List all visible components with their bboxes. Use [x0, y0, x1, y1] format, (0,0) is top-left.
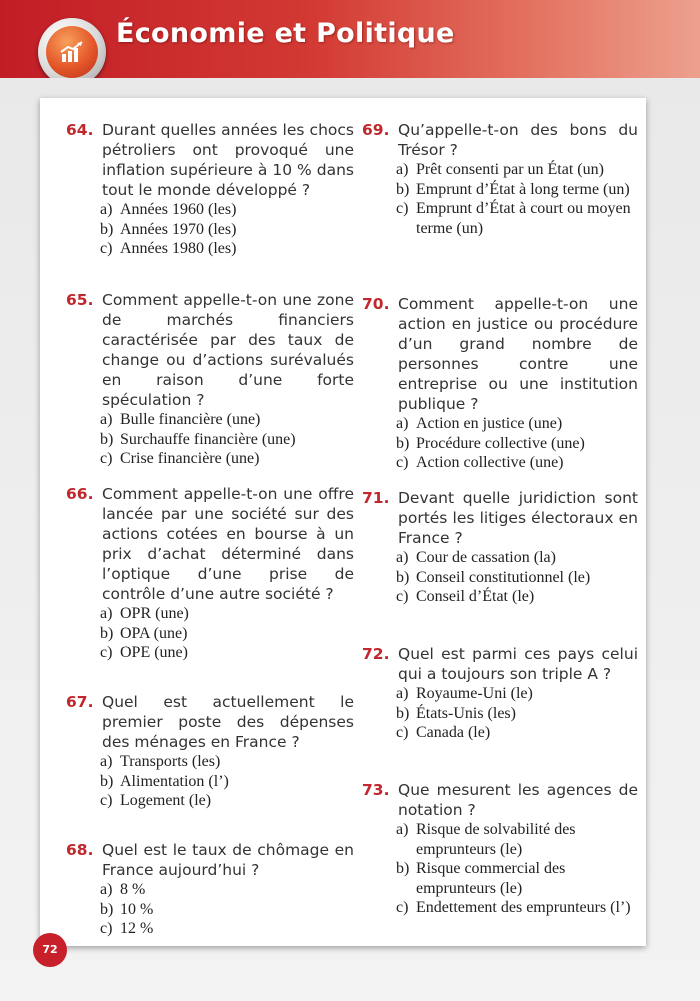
option-b: b) Risque commercial des emprunteurs (le) — [396, 860, 566, 897]
question-number: 67. — [66, 693, 94, 711]
question-68 — [66, 840, 354, 939]
question-number: 71. — [362, 489, 390, 507]
option-b: b) Alimentation (l’) — [100, 772, 229, 790]
page-title: Économie et Politique — [116, 18, 455, 49]
options-list — [100, 604, 354, 663]
option-a: a) Prêt consenti par un État (un) — [396, 161, 604, 178]
option-c: c) Crise financière (une) — [100, 450, 260, 467]
option-a: a) Transports (les) — [100, 753, 221, 770]
option-b: b) Emprunt d’État à long terme (un) — [396, 180, 630, 198]
question-text: Que mesurent les agences de notation ? — [398, 781, 638, 819]
question-66 — [66, 484, 354, 663]
question-71 — [362, 488, 638, 607]
options-list — [100, 410, 354, 469]
option-b: b) Conseil constitutionnel (le) — [396, 568, 591, 586]
option-a: a) OPR (une) — [100, 605, 189, 622]
question-73 — [362, 780, 638, 918]
question-text: Quel est le taux de chômage en France aujourd’hui ? — [102, 841, 354, 879]
question-text: Comment appelle-t-on une zone de marchés financiers caractérisée par des taux de change ou d’actions surévalués en raison d’une forte spéculation ? — [102, 291, 354, 409]
options-list — [100, 752, 354, 811]
question-text: Comment appelle-t-on une action en justice ou procédure d’un grand nombre de personnes contre une entreprise ou une institution publique ? — [398, 295, 638, 413]
question-67 — [66, 692, 354, 811]
question-text: Quel est parmi ces pays celui qui a toujours son triple A ? — [398, 645, 638, 683]
option-b: b) Années 1970 (les) — [100, 220, 237, 238]
option-a: a) Action en justice (une) — [396, 415, 563, 432]
question-64 — [66, 120, 354, 259]
option-c: c) Emprunt d’État à court ou moyen terme (un) — [396, 200, 631, 237]
options-list — [100, 880, 354, 939]
option-b: b) 10 % — [100, 900, 154, 918]
question-text: Quel est actuellement le premier poste des dépenses des ménages en France ? — [102, 693, 354, 751]
question-number: 66. — [66, 485, 94, 503]
page-number: 72 — [33, 933, 67, 967]
option-b: b) Procédure collective (une) — [396, 434, 585, 452]
options-list — [396, 414, 638, 473]
question-number: 65. — [66, 291, 94, 309]
option-a: a) Années 1960 (les) — [100, 201, 237, 218]
option-c: c) Logement (le) — [100, 792, 212, 809]
options-list — [100, 200, 354, 259]
question-number: 68. — [66, 841, 94, 859]
options-list — [396, 548, 638, 607]
option-a: a) 8 % — [100, 881, 146, 898]
question-number: 73. — [362, 781, 390, 799]
question-number: 70. — [362, 295, 390, 313]
option-b: b) États-Unis (les) — [396, 704, 516, 722]
option-a: a) Royaume-Uni (le) — [396, 685, 533, 702]
question-69 — [362, 120, 638, 238]
option-c: c) Conseil d’État (le) — [396, 588, 535, 605]
options-list — [396, 820, 638, 918]
question-text: Qu’appelle-t-on des bons du Trésor ? — [398, 121, 638, 159]
option-c: c) Années 1980 (les) — [100, 240, 237, 257]
option-c: c) Canada (le) — [396, 724, 491, 741]
option-c: c) Action collective (une) — [396, 454, 564, 471]
question-number: 69. — [362, 121, 390, 139]
option-b: b) Surchauffe financière (une) — [100, 430, 296, 448]
option-c: c) Endettement des emprunteurs (l’) — [396, 899, 631, 916]
question-text: Devant quelle juridiction sont portés les litiges électoraux en France ? — [398, 489, 638, 547]
question-text: Comment appelle-t-on une offre lancée par une société sur des actions cotées en bourse à un prix d’achat déterminé dans l’optique d’une prise de contrôle d’une autre société ? — [102, 485, 354, 603]
question-72 — [362, 644, 638, 743]
question-number: 64. — [66, 121, 94, 139]
option-c: c) 12 % — [100, 920, 154, 937]
option-a: a) Bulle financière (une) — [100, 411, 261, 428]
option-b: b) OPA (une) — [100, 624, 188, 642]
chart-growth-icon — [38, 18, 106, 86]
question-70 — [362, 294, 638, 473]
options-list — [396, 160, 638, 238]
option-a: a) Cour de cassation (la) — [396, 549, 556, 566]
question-number: 72. — [362, 645, 390, 663]
question-65 — [66, 290, 354, 469]
options-list — [396, 684, 638, 743]
option-c: c) OPE (une) — [100, 644, 188, 661]
header-banner — [0, 0, 700, 78]
question-text: Durant quelles années les chocs pétroliers ont provoqué une inflation supérieure à 10 % dans tout le monde développé ? — [102, 121, 354, 199]
option-a: a) Risque de solvabilité des emprunteurs (le) — [396, 821, 576, 858]
